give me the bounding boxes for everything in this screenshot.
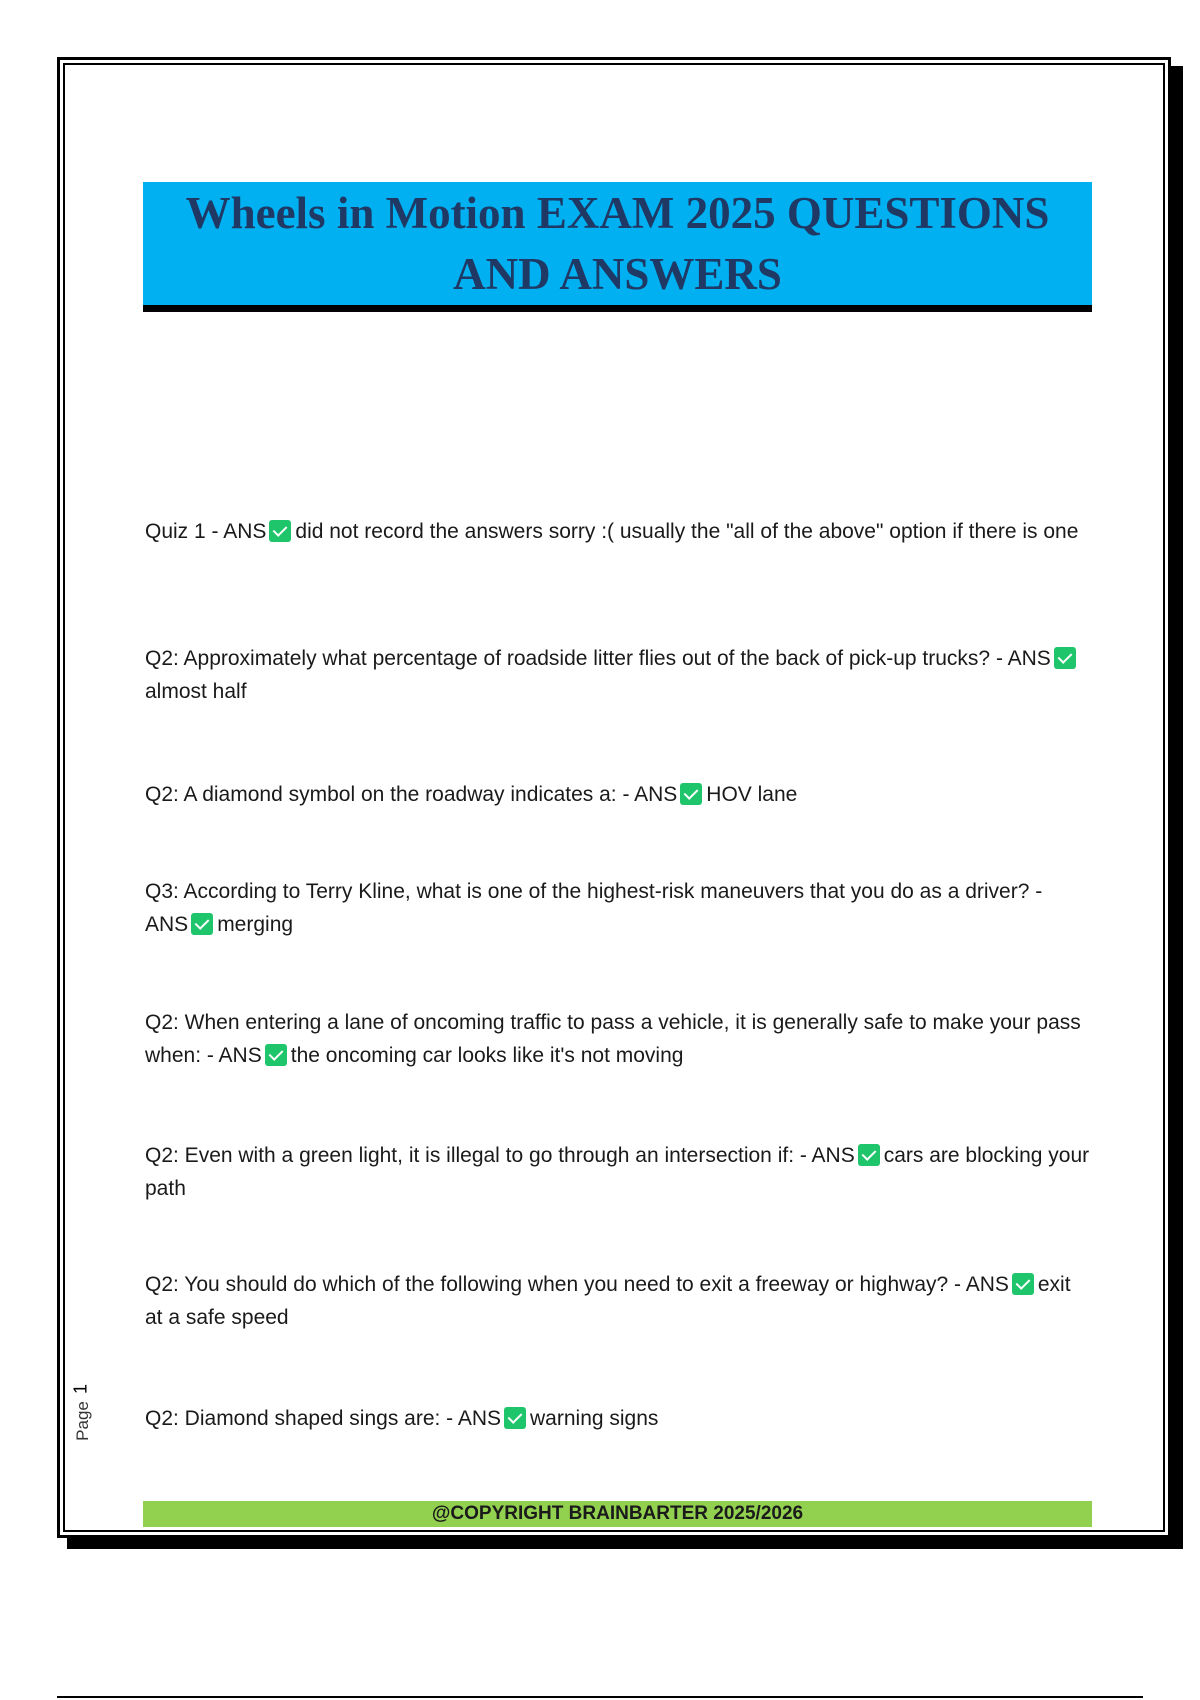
qa-item <box>145 1268 1090 1334</box>
question-text: Q2: You should do which of the following when you need to exit a freeway or highway? - ANS <box>145 1273 1009 1296</box>
qa-item <box>145 1402 1090 1435</box>
qa-item <box>145 642 1090 708</box>
bottom-divider <box>57 1696 1143 1698</box>
document-title <box>176 183 1060 305</box>
checkmark-icon <box>504 1407 526 1429</box>
answer-text: warning signs <box>530 1407 659 1430</box>
question-text: Q2: Even with a green light, it is illegal to go through an intersection if: - ANS <box>145 1144 855 1167</box>
answer-text: the oncoming car looks like it's not moving <box>290 1044 684 1067</box>
qa-item <box>145 515 1090 548</box>
answer-text: exit at a safe speed <box>145 1273 1071 1329</box>
question-text: Q3: According to Terry Kline, what is one of the highest-risk maneuvers that you do as a driver? - ANS <box>145 880 1043 936</box>
answer-text: did not record the answers sorry :( usually the "all of the above" option if there is one <box>295 520 1079 543</box>
title-line-1: Wheels in Motion EXAM 2025 QUESTIONS <box>185 187 1050 238</box>
question-text: Q2: Approximately what percentage of roadside litter flies out of the back of pick-up trucks? - ANS <box>145 647 1051 670</box>
answer-text: HOV lane <box>706 783 798 806</box>
answer-text: almost half <box>145 680 247 703</box>
question-text: Q2: Diamond shaped sings are: - ANS <box>145 1407 502 1430</box>
checkmark-icon <box>680 783 702 805</box>
page-side-label: Page <box>73 1401 92 1441</box>
answer-text: merging <box>217 913 294 936</box>
question-text: Q2: A diamond symbol on the roadway indicates a: - ANS <box>145 783 678 806</box>
title-banner <box>143 182 1092 312</box>
title-line-2: AND ANSWERS <box>453 248 782 299</box>
answer-text: cars are blocking your path <box>145 1144 1090 1200</box>
qa-item <box>145 1006 1090 1072</box>
checkmark-icon <box>1012 1273 1034 1295</box>
question-text: Q2: When entering a lane of oncoming traffic to pass a vehicle, it is generally safe to make your pass when: - ANS <box>145 1011 1081 1067</box>
checkmark-icon <box>265 1044 287 1066</box>
checkmark-icon <box>1054 647 1076 669</box>
copyright-text: @COPYRIGHT BRAINBARTER 2025/2026 <box>431 1503 804 1524</box>
checkmark-icon <box>191 913 213 935</box>
question-text: Quiz 1 - ANS <box>145 520 267 543</box>
qa-item <box>145 778 1090 811</box>
qa-item <box>145 1139 1090 1205</box>
checkmark-icon <box>269 520 291 542</box>
checkmark-icon <box>858 1144 880 1166</box>
qa-item <box>145 875 1090 941</box>
footer-bar <box>143 1501 1092 1527</box>
page-number: 1 <box>70 1383 91 1395</box>
